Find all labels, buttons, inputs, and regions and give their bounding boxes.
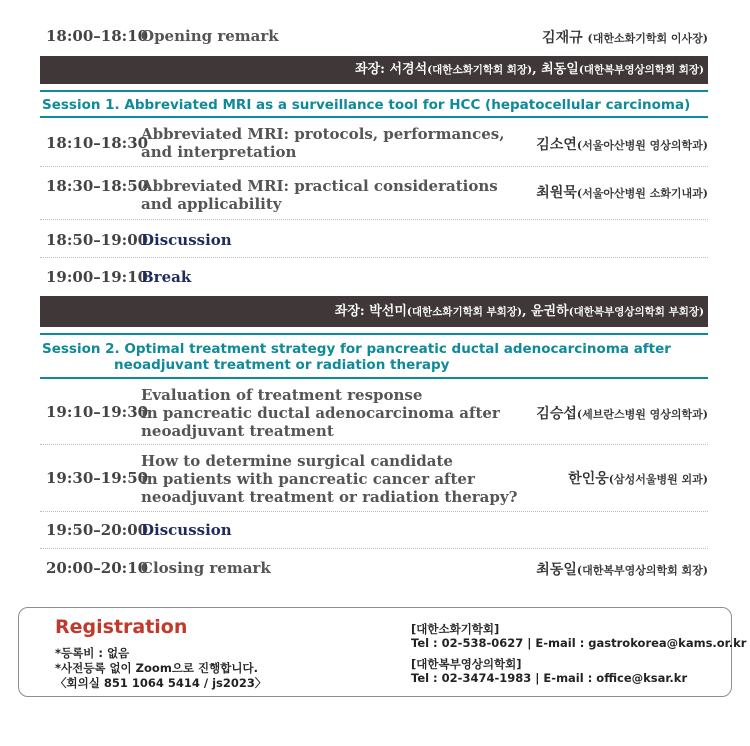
program-row-s1-discussion [40, 220, 708, 258]
org1-contact[interactable]: Tel : 02-538-0627 | E-mail : gastrokorea@kams.or.kr [411, 636, 747, 650]
speaker: 김재규 (대한소화기학회 이사장) [542, 30, 708, 46]
talk-title: How to determine surgical candidate in patients with pancreatic cancer after neoadjuvant treatment or radiation therapy? [141, 452, 518, 506]
talk-title: Evaluation of treatment response in pancreatic ductal adenocarcinoma after neoadjuvant treatment [141, 386, 500, 440]
program-row-break [40, 258, 708, 295]
org1-name: [대한소화기학회] [411, 622, 500, 636]
time: 18:50–19:00 [46, 231, 149, 249]
chair-band-2: 좌장: 박선미(대한소화기학회 부회장), 윤권하(대한복부영상의학회 부회장) [40, 296, 708, 327]
time: 18:10–18:30 [46, 134, 149, 152]
registration-box [18, 607, 747, 697]
session-1-header: Session 1. Abbreviated MRI as a surveillance tool for HCC (hepatocellular carcinoma) [40, 90, 708, 118]
speaker: 김소연(서울아산병원 영상의학과) [536, 137, 708, 153]
talk-title: Abbreviated MRI: practical considerations and applicability [141, 177, 498, 213]
registration-note: *사전등록 없이 Zoom으로 진행합니다. [55, 661, 258, 675]
program-row-s2-talk2 [40, 445, 708, 512]
time: 19:10–19:30 [46, 403, 149, 421]
time: 18:30–18:50 [46, 177, 149, 195]
title: Discussion [141, 521, 232, 539]
title: Break [141, 268, 192, 286]
session-2-header: Session 2. Optimal treatment strategy for pancreatic ductal adenocarcinoma after neoadjuvant treatment or radiation therapy [40, 333, 708, 379]
program-row-s1-talk2 [40, 167, 708, 220]
program-row-closing [40, 549, 708, 589]
program-row-s1-talk1 [40, 120, 708, 167]
speaker: 김승섭(세브란스병원 영상의학과) [536, 406, 708, 422]
talk-title: Abbreviated MRI: protocols, performances, and interpretation [141, 125, 505, 161]
time: 18:00–18:10 [46, 27, 149, 45]
title: Closing remark [141, 559, 271, 577]
speaker: 한인웅(삼성서울병원 외과) [568, 471, 708, 487]
speaker: 최원묵(서울아산병원 소화기내과) [536, 185, 708, 201]
registration-title: Registration [55, 616, 188, 638]
title: Discussion [141, 231, 232, 249]
time: 20:00–20:10 [46, 559, 149, 577]
title: Opening remark [141, 27, 279, 45]
program-row-opening [40, 18, 708, 56]
speaker: 최동일(대한복부영상의학회 회장) [536, 562, 708, 578]
registration-fee: *등록비 : 없음 [55, 646, 130, 660]
time: 19:30–19:50 [46, 469, 149, 487]
program-row-s2-talk1 [40, 381, 708, 445]
program-row-s2-discussion [40, 512, 708, 549]
time: 19:00–19:10 [46, 268, 149, 286]
org2-contact[interactable]: Tel : 02-3474-1983 | E-mail : office@ksar.kr [411, 671, 688, 685]
org2-name: [대한복부영상의학회] [411, 657, 522, 671]
zoom-meeting-info[interactable]: 〈회의실 851 1064 5414 / js2023〉 [55, 676, 267, 690]
time: 19:50–20:00 [46, 521, 149, 539]
chair-band-1: 좌장: 서경석(대한소화기학회 회장), 최동일(대한복부영상의학회 회장) [40, 56, 708, 84]
